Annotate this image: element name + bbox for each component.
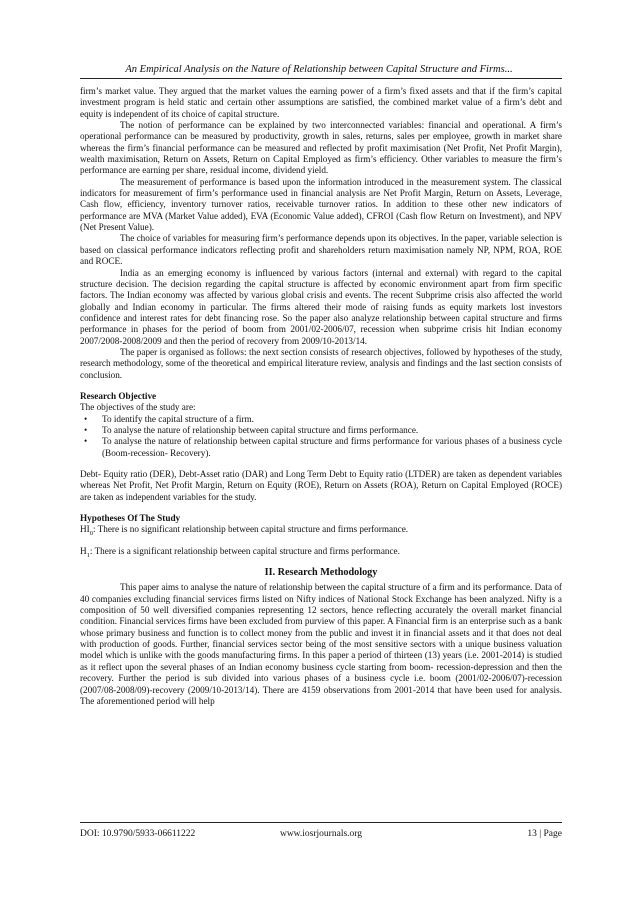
footer-website: www.iosrjournals.org xyxy=(279,829,363,839)
list-item-text: To identify the capital structure of a firm. xyxy=(102,413,254,424)
list-item xyxy=(80,414,562,425)
page-body xyxy=(80,86,562,707)
hypothesis-null-label: HI xyxy=(80,524,90,535)
methodology-paragraph: This paper aims to analyse the nature of relationship between the capital structure of a firm and its performance. Data of 40 companies excluding financial services firms listed on Nifty indices of National Stock Exchange has been analyzed. Nifty is a composition of 50 well diversified companies representing 12 sectors, hence reflecting accurately the overall market financial condition. Financial services firms have been excluded from purview of this paper. A Financial firm is an enterprise such as a bank whose primary business and function is to collect money from the public and invest it in financial assets and it that does not deal with production of goods. Further, financial services sector being of the most sensitive sectors with a unique business valuation model which is unlike with the goods manufacturing firms. In this paper a period of thirteen (13) years (i.e. 2001-2014) is studied as it reflect upon the several phases of an Indian economy business cycle starting from boom- recession-depression and then the recovery. Further the period is sub divided into various phases of a business cycle i.e. boom (2001/02-2006/07)-recession (2007/08-2008/09)-recovery (2009/10-2013/14). There are 4159 observations from 2001-2014 that have been used for analysis. The aforementioned period will help xyxy=(80,582,562,706)
hypothesis-null-text: : There is no significant relationship between capital structure and firms performance. xyxy=(92,524,409,535)
list-item-text: To analyse the nature of relationship between capital structure and firms performance. xyxy=(102,424,419,435)
bullet-icon: • xyxy=(84,424,88,435)
footer-rule xyxy=(80,822,562,823)
body-paragraph: The measurement of performance is based upon the information introduced in the measurement system. The classical indicators for measurement of firm’s performance used in financial analysis are Net Profit Margin, Return on Assets, Leverage, Cash flow, efficiency, inventory turnover ratios, receivable turnover ratios. In addition to these other new indicators of performance are MVA (Market Value added), EVA (Economic Value added), CFROI (Cash flow Return on Investment), and NPV (Net Present Value). xyxy=(80,176,562,233)
header-rule xyxy=(80,78,562,79)
hypothesis-null-subscript: 0 xyxy=(89,530,93,538)
section-title-methodology: II. Research Methodology xyxy=(264,567,378,579)
variables-paragraph: Debt- Equity ratio (DER), Debt-Asset ratio (DAR) and Long Term Debt to Equity ratio (LTDER) are taken as dependent variables whereas Net Profit, Net Profit Margin, Return on Equity (ROE), Return on Assets (ROA), Return on Capital Employed (ROCE) are taken as independent variables for the study. xyxy=(80,469,562,502)
bullet-icon: • xyxy=(84,413,88,424)
body-paragraph: The paper is organised as follows: the next section consists of research objectives, followed by hypotheses of the study, research methodology, some of the theoretical and empirical literature review, analysis and findings and the last section consists of conclusion. xyxy=(80,346,562,380)
bullet-icon: • xyxy=(84,436,88,447)
research-objective-heading: Research Objective xyxy=(80,390,157,401)
list-item xyxy=(80,425,562,436)
body-paragraph: firm’s market value. They argued that the market values the earning power of a firm’s fixed assets and that if the firm’s capital investment program is held static and certain other assumptions are satisfied, the combined market value of a firm’s debt and equity is independent of its choice of capital structure. xyxy=(80,86,562,119)
running-header: An Empirical Analysis on the Nature of Relationship between Capital Structure and Firms... xyxy=(125,64,513,75)
hypothesis-null xyxy=(80,524,562,538)
body-paragraph: The notion of performance can be explained by two interconnected variables: financial and operational. A firm’s operational performance can be measured by productivity, growth in sales, returns, sales per employee, growth in market share whereas the firm’s financial performance can be measured and reflected by profit maximisation (Net Profit, Net Profit Margin), wealth maximisation, Return on Assets, Return on Capital Employed as firm’s efficiency. Other variables to measure the firm’s performance are earning per share, residual income, dividend yield. xyxy=(80,120,562,176)
objectives-list xyxy=(80,414,562,459)
footer-doi: DOI: 10.9790/5933-06611222 xyxy=(80,829,196,839)
objectives-intro: The objectives of the study are: xyxy=(80,402,196,413)
hypotheses-heading: Hypotheses Of The Study xyxy=(80,513,181,524)
body-paragraph: The choice of variables for measuring firm’s performance depends upon its objectives. In the paper, variable selection is based on classical performance indicators reflecting profit and shareholders return maximisation namely NP, NPM, ROA, ROE and ROCE. xyxy=(80,233,562,267)
hypothesis-alternative xyxy=(80,546,562,557)
hypothesis-alt-text: : There is a significant relationship between capital structure and firms performance. xyxy=(89,545,400,556)
hypothesis-alt-subscript: 1 xyxy=(86,551,90,559)
hypothesis-alt-label: H xyxy=(80,545,87,556)
list-item xyxy=(80,436,562,459)
body-paragraph: India as an emerging economy is influenced by various factors (internal and external) with regard to the capital structure decision. The decision regarding the capital structure is affected by economic environment apart from firm specific factors. The Indian economy was affected by various global crisis and events. The recent Subprime crisis also affected the world globally and Indian economy in particular. The firms altered their mode of raising funds as equity markets lost investors confidence and interest rates for debt financing rose. So the paper also analyze relationship between capital structure and firms performance in phases for the period of boom from 2001/02-2006/07, recession when subprime crisis hit Indian economy 2007/2008-2008/2009 and then the period of recovery from 2009/10-2013/14. xyxy=(80,267,562,346)
list-item-text: To analyse the nature of relationship between capital structure and firms performance for various phases of a business cycle (Boom-recession- Recovery). xyxy=(102,436,562,458)
footer-page-number: 13 | Page xyxy=(527,829,562,839)
